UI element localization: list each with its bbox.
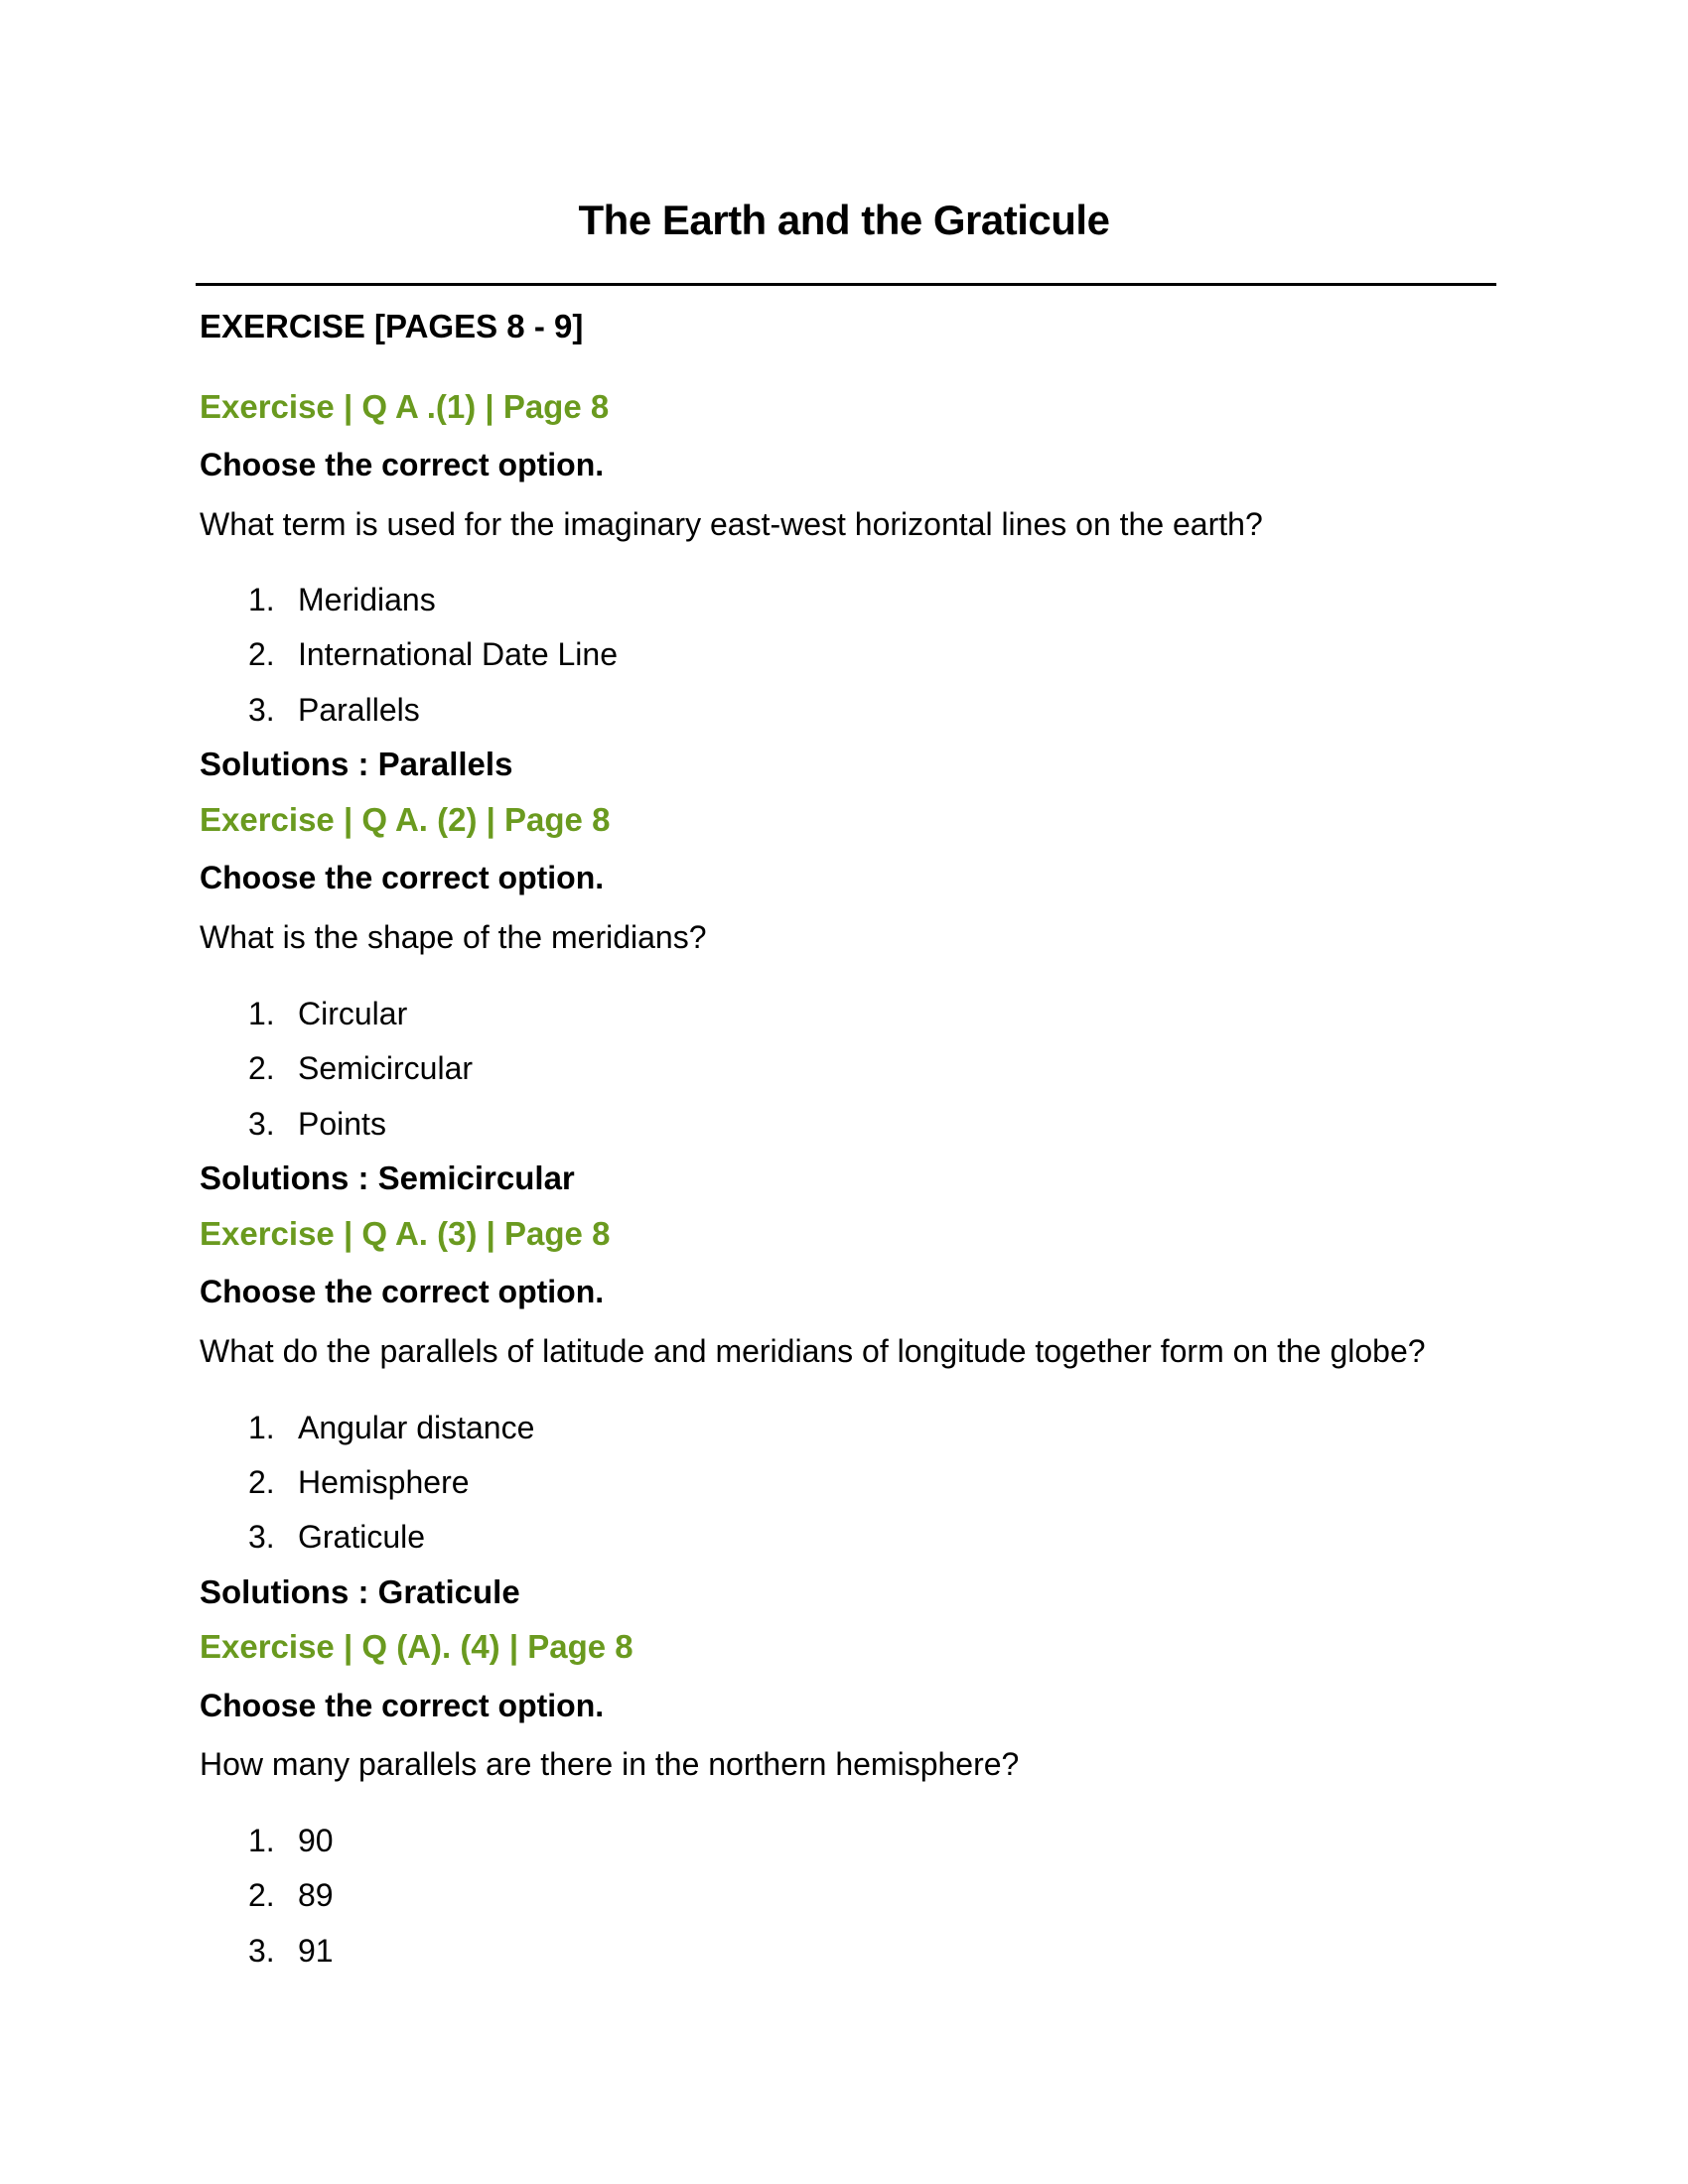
option-number: 3. [248, 1106, 275, 1142]
question-4-option-3 [248, 1933, 334, 1970]
option-text: 90 [298, 1823, 334, 1858]
option-number: 3. [248, 1519, 275, 1555]
option-text: Meridians [298, 582, 436, 617]
option-text: Parallels [298, 692, 420, 728]
question-2-solution: Solutions : Semicircular [200, 1160, 575, 1196]
question-3-solution: Solutions : Graticule [200, 1573, 520, 1610]
question-3-option-3 [248, 1519, 425, 1556]
option-text: Points [298, 1106, 386, 1142]
question-3-text: What do the parallels of latitude and meridians of longitude together form on the globe? [200, 1333, 1426, 1369]
question-2-option-1 [248, 996, 407, 1032]
question-3-option-1 [248, 1410, 534, 1446]
option-text: 89 [298, 1877, 334, 1913]
question-2-text: What is the shape of the meridians? [200, 919, 707, 955]
option-number: 1. [248, 582, 275, 617]
option-number: 2. [248, 1050, 275, 1086]
question-3-instruction: Choose the correct option. [200, 1274, 605, 1309]
question-1-heading: Exercise | Q A .(1) | Page 8 [200, 388, 610, 425]
question-1-text: What term is used for the imaginary east-west horizontal lines on the earth? [200, 506, 1263, 542]
question-1-solution: Solutions : Parallels [200, 746, 513, 782]
question-1-instruction: Choose the correct option. [200, 447, 605, 482]
option-text: International Date Line [298, 636, 618, 672]
option-text: 91 [298, 1933, 334, 1969]
option-text: Hemisphere [298, 1464, 470, 1500]
option-number: 2. [248, 1877, 275, 1913]
question-2-option-3 [248, 1106, 386, 1143]
option-number: 1. [248, 1410, 275, 1445]
question-1-option-3 [248, 692, 420, 729]
question-1-option-2 [248, 636, 618, 673]
question-4-heading: Exercise | Q (A). (4) | Page 8 [200, 1628, 633, 1665]
option-number: 2. [248, 636, 275, 672]
option-text: Semicircular [298, 1050, 474, 1086]
question-4-option-2 [248, 1877, 334, 1914]
question-1-option-1 [248, 582, 436, 618]
option-number: 1. [248, 1823, 275, 1858]
option-text: Graticule [298, 1519, 426, 1555]
option-number: 1. [248, 996, 275, 1031]
question-3-heading: Exercise | Q A. (3) | Page 8 [200, 1215, 611, 1252]
question-4-option-1 [248, 1823, 334, 1859]
title-divider [196, 283, 1496, 286]
page-title: The Earth and the Graticule [578, 197, 1110, 243]
question-3-option-2 [248, 1464, 470, 1501]
question-2-heading: Exercise | Q A. (2) | Page 8 [200, 801, 611, 838]
option-number: 2. [248, 1464, 275, 1500]
question-2-option-2 [248, 1050, 473, 1087]
question-4-text: How many parallels are there in the northern hemisphere? [200, 1746, 1020, 1782]
option-number: 3. [248, 1933, 275, 1969]
option-text: Angular distance [298, 1410, 535, 1445]
question-4-instruction: Choose the correct option. [200, 1688, 605, 1723]
section-heading: EXERCISE [PAGES 8 - 9] [200, 308, 584, 344]
question-2-instruction: Choose the correct option. [200, 860, 605, 895]
option-text: Circular [298, 996, 408, 1031]
option-number: 3. [248, 692, 275, 728]
